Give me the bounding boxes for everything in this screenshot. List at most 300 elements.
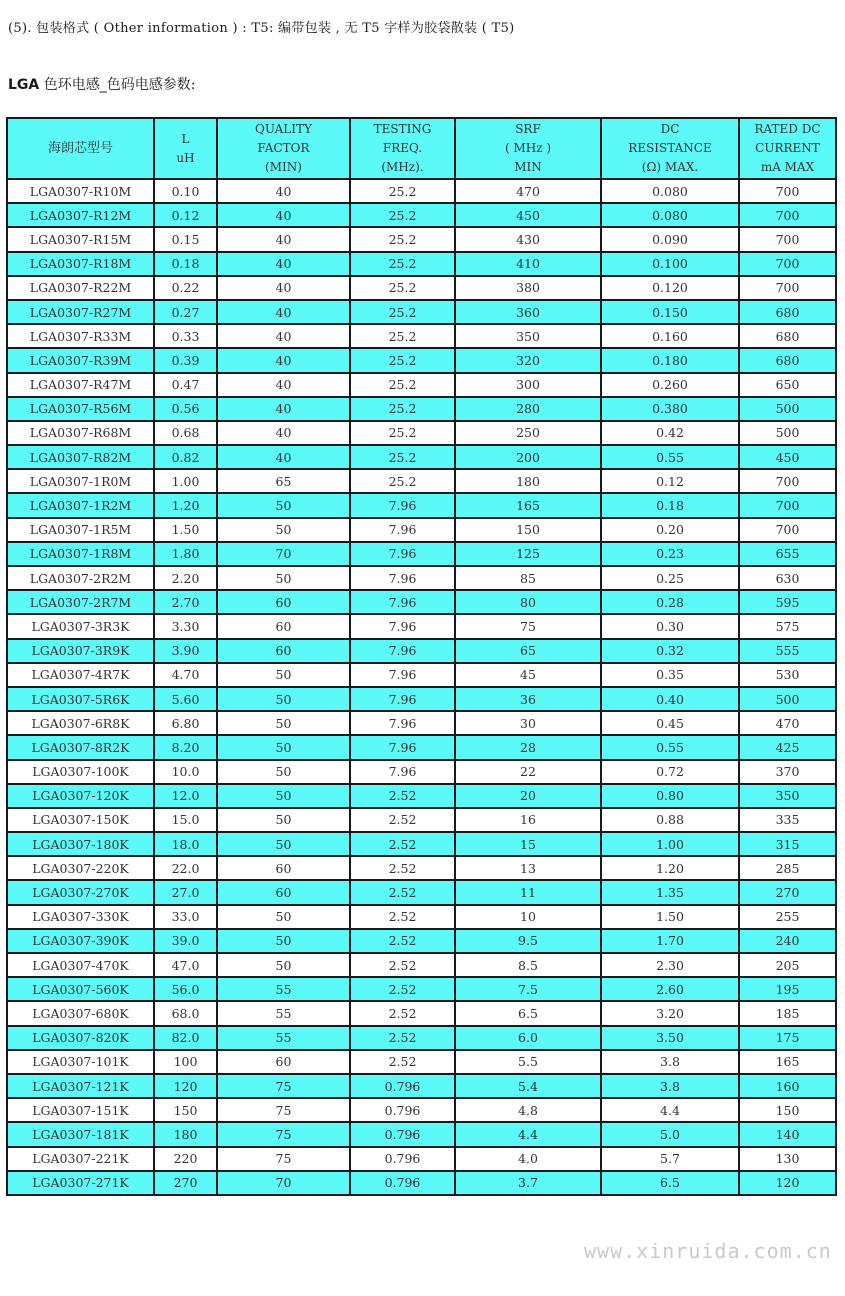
cell-rated-current: 500 (739, 397, 836, 421)
cell-quality-factor: 50 (217, 493, 350, 517)
table-row (7, 856, 836, 880)
cell-rated-current: 700 (739, 227, 836, 251)
cell-srf: 6.5 (455, 1001, 601, 1025)
cell-rated-current: 285 (739, 856, 836, 880)
cell-quality-factor: 40 (217, 203, 350, 227)
cell-quality-factor: 50 (217, 953, 350, 977)
cell-testing-freq: 2.52 (350, 1001, 455, 1025)
cell-srf: 250 (455, 421, 601, 445)
cell-srf: 200 (455, 445, 601, 469)
cell-part-number: LGA0307-151K (7, 1098, 154, 1122)
cell-srf: 7.5 (455, 977, 601, 1001)
cell-srf: 150 (455, 518, 601, 542)
cell-dc-resistance: 0.80 (601, 784, 739, 808)
cell-quality-factor: 40 (217, 227, 350, 251)
cell-part-number: LGA0307-3R3K (7, 614, 154, 638)
cell-srf: 10 (455, 905, 601, 929)
cell-part-number: LGA0307-5R6K (7, 687, 154, 711)
cell-testing-freq: 2.52 (350, 929, 455, 953)
cell-inductance: 180 (154, 1122, 217, 1146)
cell-part-number: LGA0307-150K (7, 808, 154, 832)
cell-testing-freq: 0.796 (350, 1122, 455, 1146)
cell-quality-factor: 50 (217, 711, 350, 735)
cell-dc-resistance: 3.8 (601, 1050, 739, 1074)
cell-part-number: LGA0307-220K (7, 856, 154, 880)
cell-quality-factor: 50 (217, 808, 350, 832)
cell-srf: 450 (455, 203, 601, 227)
heading-title: 色环电感_色码电感 (39, 77, 163, 93)
table-row (7, 784, 836, 808)
cell-part-number: LGA0307-271K (7, 1171, 154, 1195)
table-row (7, 179, 836, 203)
cell-srf: 45 (455, 663, 601, 687)
cell-testing-freq: 2.52 (350, 808, 455, 832)
table-row (7, 1026, 836, 1050)
cell-rated-current: 530 (739, 663, 836, 687)
cell-testing-freq: 2.52 (350, 784, 455, 808)
cell-testing-freq: 25.2 (350, 397, 455, 421)
cell-dc-resistance: 0.32 (601, 639, 739, 663)
cell-dc-resistance: 0.35 (601, 663, 739, 687)
cell-rated-current: 470 (739, 711, 836, 735)
cell-quality-factor: 50 (217, 905, 350, 929)
cell-dc-resistance: 0.180 (601, 348, 739, 372)
cell-srf: 75 (455, 614, 601, 638)
cell-srf: 16 (455, 808, 601, 832)
cell-testing-freq: 25.2 (350, 324, 455, 348)
cell-inductance: 270 (154, 1171, 217, 1195)
cell-rated-current: 700 (739, 203, 836, 227)
cell-inductance: 6.80 (154, 711, 217, 735)
cell-rated-current: 255 (739, 905, 836, 929)
cell-srf: 5.5 (455, 1050, 601, 1074)
cell-srf: 13 (455, 856, 601, 880)
header-inductance: L uH (154, 118, 217, 179)
table-row (7, 373, 836, 397)
cell-inductance: 2.20 (154, 566, 217, 590)
cell-quality-factor: 50 (217, 663, 350, 687)
cell-rated-current: 595 (739, 590, 836, 614)
cell-inductance: 0.15 (154, 227, 217, 251)
cell-testing-freq: 25.2 (350, 179, 455, 203)
cell-testing-freq: 25.2 (350, 421, 455, 445)
table-row (7, 566, 836, 590)
cell-inductance: 2.70 (154, 590, 217, 614)
inductor-parameter-table (6, 117, 837, 1196)
table-row (7, 711, 836, 735)
cell-testing-freq: 25.2 (350, 276, 455, 300)
cell-part-number: LGA0307-270K (7, 880, 154, 904)
cell-srf: 4.4 (455, 1122, 601, 1146)
cell-quality-factor: 40 (217, 348, 350, 372)
cell-quality-factor: 55 (217, 1001, 350, 1025)
cell-srf: 9.5 (455, 929, 601, 953)
cell-inductance: 1.80 (154, 542, 217, 566)
cell-part-number: LGA0307-4R7K (7, 663, 154, 687)
cell-inductance: 0.47 (154, 373, 217, 397)
cell-inductance: 0.18 (154, 252, 217, 276)
cell-rated-current: 680 (739, 324, 836, 348)
cell-rated-current: 160 (739, 1074, 836, 1098)
cell-quality-factor: 75 (217, 1122, 350, 1146)
cell-srf: 410 (455, 252, 601, 276)
cell-dc-resistance: 0.080 (601, 179, 739, 203)
cell-testing-freq: 25.2 (350, 445, 455, 469)
cell-inductance: 0.56 (154, 397, 217, 421)
cell-inductance: 3.90 (154, 639, 217, 663)
table-row (7, 808, 836, 832)
cell-dc-resistance: 6.5 (601, 1171, 739, 1195)
cell-inductance: 10.0 (154, 760, 217, 784)
cell-inductance: 12.0 (154, 784, 217, 808)
cell-quality-factor: 50 (217, 832, 350, 856)
cell-srf: 15 (455, 832, 601, 856)
cell-rated-current: 195 (739, 977, 836, 1001)
header-testing-freq: TESTING FREQ. (MHz). (350, 118, 455, 179)
cell-inductance: 39.0 (154, 929, 217, 953)
cell-part-number: LGA0307-100K (7, 760, 154, 784)
cell-testing-freq: 2.52 (350, 856, 455, 880)
cell-inductance: 0.27 (154, 300, 217, 324)
cell-part-number: LGA0307-6R8K (7, 711, 154, 735)
cell-srf: 430 (455, 227, 601, 251)
cell-dc-resistance: 0.28 (601, 590, 739, 614)
cell-inductance: 0.12 (154, 203, 217, 227)
cell-part-number: LGA0307-680K (7, 1001, 154, 1025)
cell-inductance: 1.00 (154, 469, 217, 493)
cell-part-number: LGA0307-R22M (7, 276, 154, 300)
table-row (7, 300, 836, 324)
table-row (7, 614, 836, 638)
cell-part-number: LGA0307-2R7M (7, 590, 154, 614)
cell-rated-current: 700 (739, 276, 836, 300)
cell-testing-freq: 2.52 (350, 832, 455, 856)
table-row (7, 1122, 836, 1146)
cell-rated-current: 315 (739, 832, 836, 856)
cell-srf: 300 (455, 373, 601, 397)
cell-part-number: LGA0307-R68M (7, 421, 154, 445)
cell-inductance: 0.39 (154, 348, 217, 372)
table-row (7, 493, 836, 517)
cell-testing-freq: 25.2 (350, 373, 455, 397)
cell-dc-resistance: 5.0 (601, 1122, 739, 1146)
cell-quality-factor: 40 (217, 421, 350, 445)
table-row (7, 445, 836, 469)
table-row (7, 639, 836, 663)
table-row (7, 518, 836, 542)
cell-inductance: 0.22 (154, 276, 217, 300)
table-row (7, 1171, 836, 1195)
cell-rated-current: 700 (739, 252, 836, 276)
cell-testing-freq: 25.2 (350, 469, 455, 493)
cell-part-number: LGA0307-R33M (7, 324, 154, 348)
cell-part-number: LGA0307-390K (7, 929, 154, 953)
cell-srf: 360 (455, 300, 601, 324)
table-row (7, 1001, 836, 1025)
cell-srf: 20 (455, 784, 601, 808)
table-row (7, 1147, 836, 1171)
cell-rated-current: 335 (739, 808, 836, 832)
cell-part-number: LGA0307-180K (7, 832, 154, 856)
cell-dc-resistance: 3.20 (601, 1001, 739, 1025)
cell-dc-resistance: 0.88 (601, 808, 739, 832)
cell-dc-resistance: 1.35 (601, 880, 739, 904)
cell-srf: 30 (455, 711, 601, 735)
cell-dc-resistance: 0.380 (601, 397, 739, 421)
cell-srf: 28 (455, 735, 601, 759)
cell-dc-resistance: 0.25 (601, 566, 739, 590)
cell-rated-current: 150 (739, 1098, 836, 1122)
cell-inductance: 18.0 (154, 832, 217, 856)
cell-testing-freq: 7.96 (350, 663, 455, 687)
cell-part-number: LGA0307-560K (7, 977, 154, 1001)
cell-rated-current: 700 (739, 469, 836, 493)
cell-quality-factor: 50 (217, 760, 350, 784)
header-dc-resistance: DC RESISTANCE (Ω) MAX. (601, 118, 739, 179)
cell-dc-resistance: 0.23 (601, 542, 739, 566)
cell-testing-freq: 2.52 (350, 1026, 455, 1050)
cell-rated-current: 370 (739, 760, 836, 784)
cell-rated-current: 205 (739, 953, 836, 977)
cell-rated-current: 175 (739, 1026, 836, 1050)
table-row (7, 1098, 836, 1122)
cell-testing-freq: 7.96 (350, 639, 455, 663)
cell-srf: 165 (455, 493, 601, 517)
cell-quality-factor: 75 (217, 1147, 350, 1171)
cell-part-number: LGA0307-3R9K (7, 639, 154, 663)
cell-inductance: 22.0 (154, 856, 217, 880)
cell-quality-factor: 55 (217, 1026, 350, 1050)
cell-dc-resistance: 3.8 (601, 1074, 739, 1098)
cell-dc-resistance: 1.00 (601, 832, 739, 856)
cell-inductance: 220 (154, 1147, 217, 1171)
cell-dc-resistance: 5.7 (601, 1147, 739, 1171)
cell-srf: 280 (455, 397, 601, 421)
cell-quality-factor: 40 (217, 300, 350, 324)
cell-inductance: 47.0 (154, 953, 217, 977)
cell-inductance: 1.20 (154, 493, 217, 517)
cell-dc-resistance: 0.150 (601, 300, 739, 324)
cell-part-number: LGA0307-1R5M (7, 518, 154, 542)
cell-testing-freq: 7.96 (350, 735, 455, 759)
cell-rated-current: 555 (739, 639, 836, 663)
cell-testing-freq: 0.796 (350, 1147, 455, 1171)
cell-part-number: LGA0307-R18M (7, 252, 154, 276)
cell-rated-current: 680 (739, 348, 836, 372)
cell-part-number: LGA0307-2R2M (7, 566, 154, 590)
cell-dc-resistance: 1.70 (601, 929, 739, 953)
cell-testing-freq: 7.96 (350, 518, 455, 542)
cell-inductance: 1.50 (154, 518, 217, 542)
cell-inductance: 150 (154, 1098, 217, 1122)
cell-srf: 180 (455, 469, 601, 493)
table-row (7, 542, 836, 566)
cell-quality-factor: 65 (217, 469, 350, 493)
cell-dc-resistance: 2.30 (601, 953, 739, 977)
cell-testing-freq: 0.796 (350, 1074, 455, 1098)
cell-part-number: LGA0307-470K (7, 953, 154, 977)
cell-rated-current: 130 (739, 1147, 836, 1171)
cell-inductance: 33.0 (154, 905, 217, 929)
cell-dc-resistance: 1.20 (601, 856, 739, 880)
cell-srf: 125 (455, 542, 601, 566)
cell-dc-resistance: 0.72 (601, 760, 739, 784)
cell-inductance: 15.0 (154, 808, 217, 832)
packaging-note: (5). 包装格式 ( Other information ) : T5: 编带包装 , 无 T5 字样为胶袋散装 ( T5) (8, 21, 515, 36)
cell-testing-freq: 2.52 (350, 880, 455, 904)
cell-srf: 350 (455, 324, 601, 348)
cell-inductance: 27.0 (154, 880, 217, 904)
cell-dc-resistance: 0.160 (601, 324, 739, 348)
cell-inductance: 0.82 (154, 445, 217, 469)
cell-quality-factor: 40 (217, 252, 350, 276)
cell-srf: 85 (455, 566, 601, 590)
cell-quality-factor: 50 (217, 566, 350, 590)
cell-testing-freq: 25.2 (350, 227, 455, 251)
cell-testing-freq: 7.96 (350, 711, 455, 735)
cell-inductance: 120 (154, 1074, 217, 1098)
cell-quality-factor: 50 (217, 929, 350, 953)
cell-dc-resistance: 0.20 (601, 518, 739, 542)
cell-testing-freq: 7.96 (350, 542, 455, 566)
cell-quality-factor: 40 (217, 179, 350, 203)
table-row (7, 760, 836, 784)
cell-rated-current: 450 (739, 445, 836, 469)
cell-inductance: 0.68 (154, 421, 217, 445)
cell-srf: 4.0 (455, 1147, 601, 1171)
cell-part-number: LGA0307-R82M (7, 445, 154, 469)
table-row (7, 687, 836, 711)
cell-quality-factor: 40 (217, 397, 350, 421)
cell-srf: 11 (455, 880, 601, 904)
cell-testing-freq: 25.2 (350, 252, 455, 276)
cell-rated-current: 575 (739, 614, 836, 638)
table-row (7, 469, 836, 493)
cell-rated-current: 500 (739, 687, 836, 711)
cell-part-number: LGA0307-121K (7, 1074, 154, 1098)
cell-testing-freq: 25.2 (350, 300, 455, 324)
cell-quality-factor: 40 (217, 324, 350, 348)
cell-quality-factor: 50 (217, 687, 350, 711)
table-row (7, 880, 836, 904)
cell-part-number: LGA0307-101K (7, 1050, 154, 1074)
cell-quality-factor: 50 (217, 518, 350, 542)
cell-srf: 80 (455, 590, 601, 614)
cell-inductance: 56.0 (154, 977, 217, 1001)
table-body (7, 179, 836, 1195)
cell-quality-factor: 40 (217, 445, 350, 469)
cell-inductance: 68.0 (154, 1001, 217, 1025)
cell-inductance: 82.0 (154, 1026, 217, 1050)
cell-dc-resistance: 0.30 (601, 614, 739, 638)
cell-testing-freq: 7.96 (350, 614, 455, 638)
cell-rated-current: 700 (739, 179, 836, 203)
cell-rated-current: 350 (739, 784, 836, 808)
cell-dc-resistance: 0.45 (601, 711, 739, 735)
header-rated-current: RATED DC CURRENT mA MAX (739, 118, 836, 179)
cell-quality-factor: 75 (217, 1098, 350, 1122)
cell-quality-factor: 70 (217, 1171, 350, 1195)
table-row (7, 324, 836, 348)
cell-part-number: LGA0307-181K (7, 1122, 154, 1146)
cell-testing-freq: 7.96 (350, 493, 455, 517)
cell-part-number: LGA0307-R10M (7, 179, 154, 203)
cell-quality-factor: 40 (217, 373, 350, 397)
table-row (7, 832, 836, 856)
cell-dc-resistance: 0.18 (601, 493, 739, 517)
cell-dc-resistance: 0.090 (601, 227, 739, 251)
cell-dc-resistance: 0.42 (601, 421, 739, 445)
cell-part-number: LGA0307-820K (7, 1026, 154, 1050)
header-part-number: 海朗芯型号 (7, 118, 154, 179)
cell-srf: 5.4 (455, 1074, 601, 1098)
header-quality-factor: QUALITY FACTOR (MIN) (217, 118, 350, 179)
cell-inductance: 100 (154, 1050, 217, 1074)
cell-dc-resistance: 2.60 (601, 977, 739, 1001)
cell-quality-factor: 60 (217, 639, 350, 663)
cell-dc-resistance: 0.100 (601, 252, 739, 276)
cell-srf: 470 (455, 179, 601, 203)
cell-inductance: 4.70 (154, 663, 217, 687)
cell-part-number: LGA0307-1R2M (7, 493, 154, 517)
cell-dc-resistance: 0.55 (601, 735, 739, 759)
cell-rated-current: 140 (739, 1122, 836, 1146)
header-srf: SRF ( MHz ) MIN (455, 118, 601, 179)
cell-rated-current: 425 (739, 735, 836, 759)
cell-dc-resistance: 0.55 (601, 445, 739, 469)
cell-srf: 8.5 (455, 953, 601, 977)
table-row (7, 421, 836, 445)
table-row (7, 590, 836, 614)
table-row (7, 252, 836, 276)
cell-part-number: LGA0307-8R2K (7, 735, 154, 759)
cell-rated-current: 185 (739, 1001, 836, 1025)
cell-testing-freq: 7.96 (350, 566, 455, 590)
cell-dc-resistance: 0.40 (601, 687, 739, 711)
cell-quality-factor: 50 (217, 784, 350, 808)
cell-testing-freq: 7.96 (350, 760, 455, 784)
cell-dc-resistance: 0.080 (601, 203, 739, 227)
cell-quality-factor: 50 (217, 735, 350, 759)
cell-dc-resistance: 0.12 (601, 469, 739, 493)
watermark-text: www.xinruida.com.cn (584, 1239, 832, 1263)
cell-part-number: LGA0307-1R8M (7, 542, 154, 566)
cell-rated-current: 650 (739, 373, 836, 397)
cell-part-number: LGA0307-R47M (7, 373, 154, 397)
cell-rated-current: 630 (739, 566, 836, 590)
table-row (7, 1074, 836, 1098)
table-row (7, 397, 836, 421)
cell-part-number: LGA0307-221K (7, 1147, 154, 1171)
cell-dc-resistance: 0.260 (601, 373, 739, 397)
table-row (7, 348, 836, 372)
cell-srf: 3.7 (455, 1171, 601, 1195)
cell-testing-freq: 25.2 (350, 203, 455, 227)
cell-rated-current: 120 (739, 1171, 836, 1195)
table-row (7, 203, 836, 227)
cell-rated-current: 165 (739, 1050, 836, 1074)
table-row (7, 227, 836, 251)
cell-part-number: LGA0307-R27M (7, 300, 154, 324)
cell-testing-freq: 2.52 (350, 977, 455, 1001)
table-row (7, 663, 836, 687)
cell-quality-factor: 40 (217, 276, 350, 300)
cell-testing-freq: 7.96 (350, 687, 455, 711)
table-row (7, 1050, 836, 1074)
cell-quality-factor: 60 (217, 590, 350, 614)
cell-rated-current: 680 (739, 300, 836, 324)
cell-part-number: LGA0307-120K (7, 784, 154, 808)
